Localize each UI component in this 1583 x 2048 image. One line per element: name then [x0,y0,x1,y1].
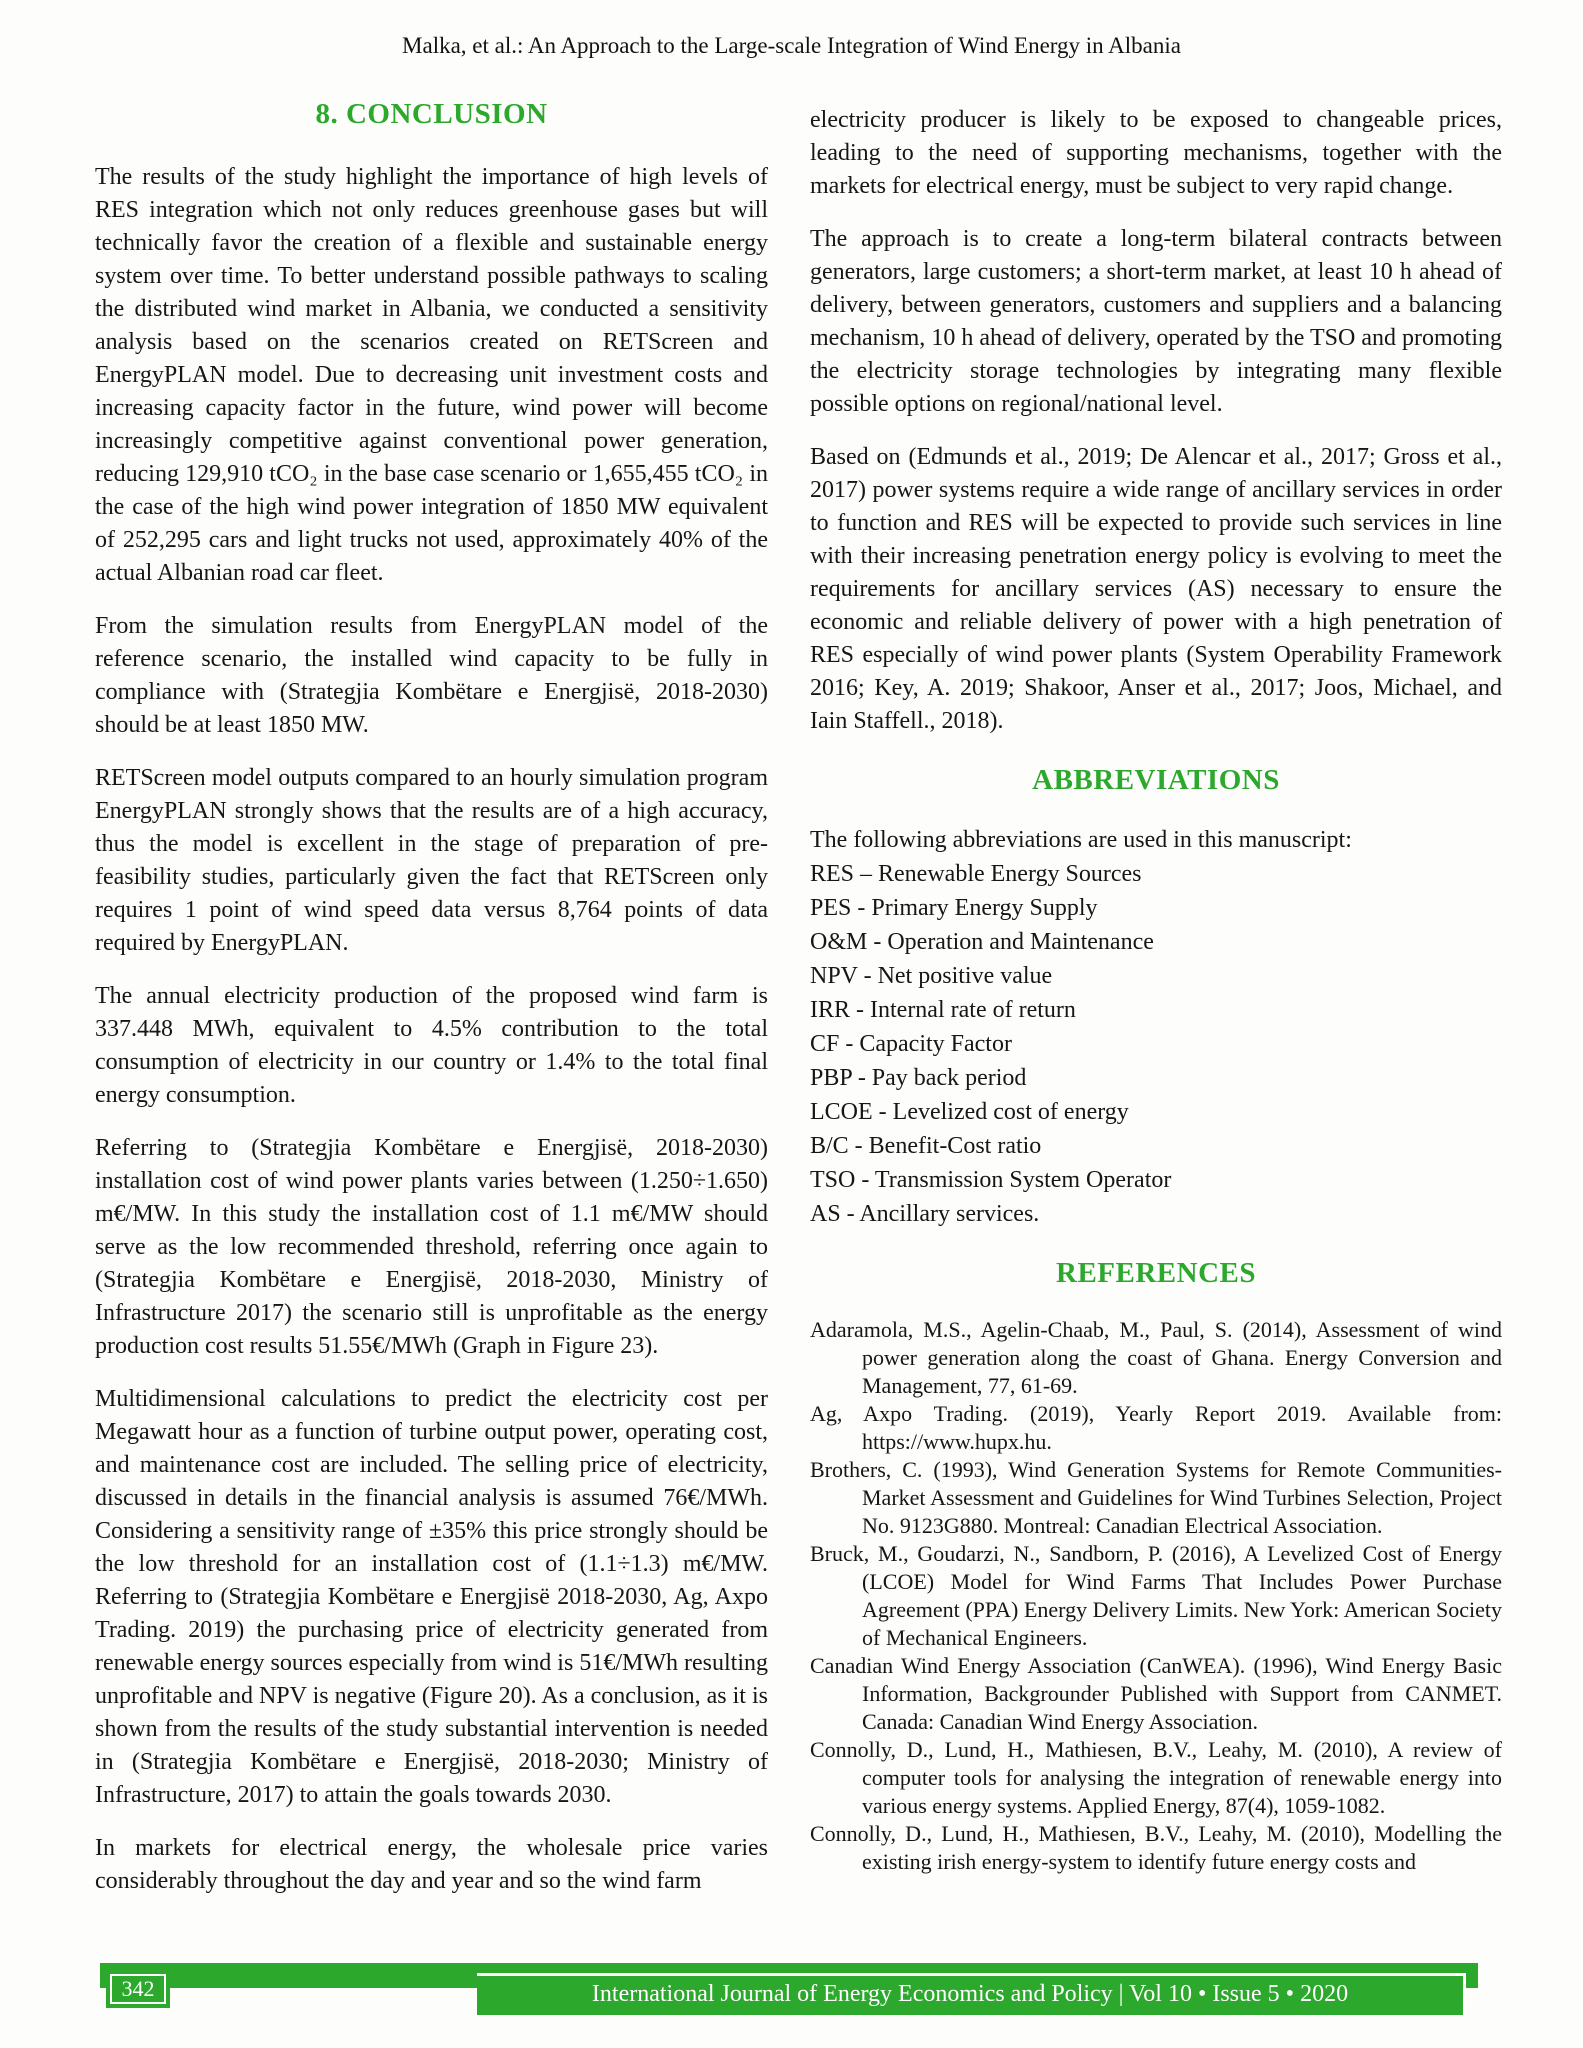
reference-item: Adaramola, M.S., Agelin-Chaab, M., Paul, S. (2014), Assessment of wind power generation along the coast of Ghana. Energy Conversion and Management, 77, 61-69. [810,1317,1502,1398]
page-body [95,92,1502,1898]
left-column [95,92,768,1898]
abbreviation-item: NPV - Net positive value [810,963,1053,989]
abbreviation-item: B/C - Benefit-Cost ratio [810,1133,1042,1159]
reference-item: Ag, Axpo Trading. (2019), Yearly Report 2019. Available from: https://www.hupx.hu. [810,1401,1502,1454]
abbreviation-item: O&M - Operation and Maintenance [810,929,1154,955]
page-number-badge [106,1970,170,2008]
paragraph: Referring to (Strategjia Kombëtare e Energjisë, 2018-2030) installation cost of wind power plants varies between (1.250÷1.650) m€/MW. In this study the installation cost of 1.1 m€/MW should serve as the low recommended threshold, referring once again to (Strategjia Kombëtare e Energjisë, 2018-2030, Ministry of Infrastructure 2017) the scenario still is unprofitable as the energy production cost results 51.55€/MWh (Graph in Figure 23). [95,1135,768,1359]
abbreviations-intro: The following abbreviations are used in this manuscript: [810,827,1352,853]
reference-item: Canadian Wind Energy Association (CanWEA). (1996), Wind Energy Basic Information, Backgrounder Published with Support from CANMET. Canada: Canadian Wind Energy Association. [810,1653,1502,1734]
paragraph: RETScreen model outputs compared to an hourly simulation program EnergyPLAN strongly shows that the results are of a high accuracy, thus the model is excellent in the stage of preparation of pre-feasibility studies, particularly given the fact that RETScreen only requires 1 point of wind speed data versus 8,764 points of data required by EnergyPLAN. [95,765,768,956]
paragraph: In markets for electrical energy, the wholesale price varies considerably throughout the day and year and so the wind farm [95,1835,768,1894]
references-list [810,1316,1502,1876]
abbreviation-item: AS - Ancillary services. [810,1201,1040,1227]
paragraph: The annual electricity production of the proposed wind farm is 337.448 MWh, equivalent to 4.5% contribution to the total consumption of electricity in our country or 1.4% to the total final energy consumption. [95,983,768,1108]
journal-footer-bar: International Journal of Energy Economics and Policy | Vol 10 • Issue 5 • 2020 [477,1973,1466,2015]
right-column [810,92,1502,1898]
paragraph: Multidimensional calculations to predict the electricity cost per Megawatt hour as a function of turbine output power, operating cost, and maintenance cost are included. The selling price of electricity, discussed in details in the financial analysis is assumed 76€/MWh. Considering a sensitivity range of ±35% this price strongly should be the low threshold for an installation cost of (1.1÷1.3) m€/MW. Referring to (Strategjia Kombëtare e Energjisë 2018-2030, Ag, Axpo Trading. 2019) the purchasing price of electricity generated from renewable energy sources especially from wind is 51€/MWh resulting unprofitable and NPV is negative (Figure 20). As a conclusion, as it is shown from the results of the study substantial intervention is needed in (Strategjia Kombëtare e Energjisë, 2018-2030; Ministry of Infrastructure, 2017) to attain the goals towards 2030. [95,1386,768,1808]
abbreviations-heading: ABBREVIATIONS [1032,764,1280,796]
paragraph: electricity producer is likely to be exposed to changeable prices, leading to the need of supporting mechanisms, together with the markets for electrical energy, must be subject to very rapid change. [810,107,1502,199]
conclusion-heading: 8. CONCLUSION [315,98,548,130]
abbreviation-item: IRR - Internal rate of return [810,997,1076,1023]
reference-item: Connolly, D., Lund, H., Mathiesen, B.V., Leahy, M. (2010), A review of computer tools for analysing the integration of renewable energy into various energy systems. Applied Energy, 87(4), 1059-1082. [810,1737,1502,1818]
reference-item: Bruck, M., Goudarzi, N., Sandborn, P. (2016), A Levelized Cost of Energy (LCOE) Model for Wind Farms That Includes Power Purchase Agreement (PPA) Energy Delivery Limits. New York: American Society of Mechanical Engineers. [810,1541,1502,1650]
reference-item: Brothers, C. (1993), Wind Generation Systems for Remote Communities-Market Assessment and Guidelines for Wind Turbines Selection, Project No. 9123G880. Montreal: Canadian Electrical Association. [810,1457,1502,1538]
running-head: Malka, et al.: An Approach to the Large-scale Integration of Wind Energy in Albania [402,33,1181,58]
abbreviation-item: LCOE - Levelized cost of energy [810,1099,1129,1125]
references-heading: REFERENCES [1056,1257,1256,1289]
abbreviation-item: TSO - Transmission System Operator [810,1167,1172,1193]
paragraph: The approach is to create a long-term bilateral contracts between generators, large customers; a short-term market, at least 10 h ahead of delivery, between generators, customers and suppliers and a balancing mechanism, 10 h ahead of delivery, operated by the TSO and promoting the electricity storage technologies by integrating many flexible possible options on regional/national level. [810,226,1502,417]
abbreviation-item: PES - Primary Energy Supply [810,895,1098,921]
paragraph: The results of the study highlight the importance of high levels of RES integration which not only reduces greenhouse gases but will technically favor the creation of a flexible and sustainable energy system over time. To better understand possible pathways to scaling the distributed wind market in Albania, we conducted a sensitivity analysis based on the scenarios created on RETScreen and EnergyPLAN model. Due to decreasing unit investment costs and increasing capacity factor in the future, wind power will become increasingly competitive against conventional power generation, reducing 129,910 tCO₂ in the base case scenario or 1,655,455 tCO₂ in the case of the high wind power integration of 1850 MW equivalent of 252,295 cars and light trucks not used, approximately 40% of the actual Albanian road car fleet. [95,164,768,586]
paragraph: From the simulation results from EnergyPLAN model of the reference scenario, the installed wind capacity to be fully in compliance with (Strategjia Kombëtare e Energjisë, 2018-2030) should be at least 1850 MW. [95,613,768,738]
abbreviation-item: PBP - Pay back period [810,1065,1027,1091]
abbreviation-item: RES – Renewable Energy Sources [810,861,1142,887]
paragraph: Based on (Edmunds et al., 2019; De Alencar et al., 2017; Gross et al., 2017) power systems require a wide range of ancillary services in order to function and RES will be expected to provide such services in line with their increasing penetration energy policy is evolving to meet the requirements for ancillary services (AS) necessary to ensure the economic and reliable delivery of power with a high penetration of RES especially of wind power plants (System Operability Framework 2016; Key, A. 2019; Shakoor, Anser et al., 2017; Joos, Michael, and Iain Staffell., 2018). [810,444,1502,734]
abbreviation-item: CF - Capacity Factor [810,1031,1012,1057]
reference-item: Connolly, D., Lund, H., Mathiesen, B.V., Leahy, M. (2010), Modelling the existing irish energy-system to identify future energy costs and [810,1821,1502,1874]
page-number: 342 [110,1974,166,2004]
